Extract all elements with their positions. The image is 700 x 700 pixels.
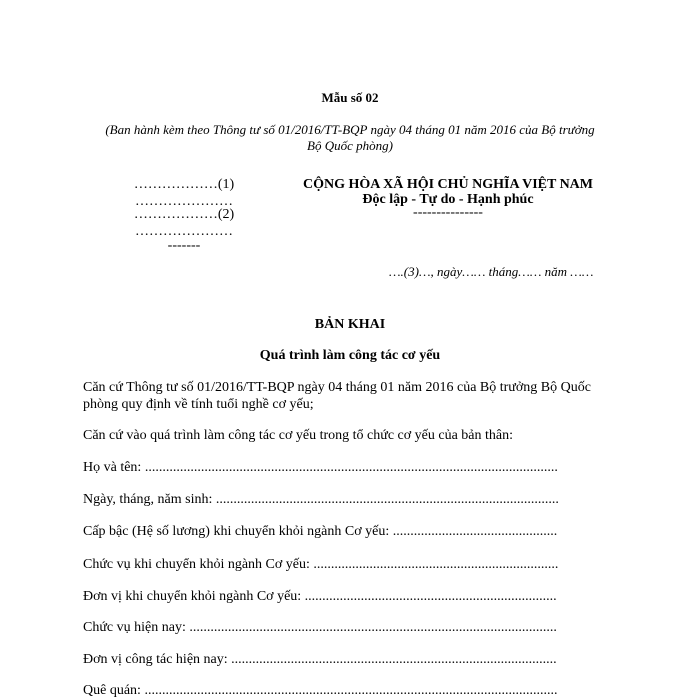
field-label: Đơn vị khi chuyển khỏi ngành Cơ yếu: <box>83 589 305 604</box>
field-label: Quê quán: <box>83 683 145 698</box>
basis-paragraph-line1: Căn cứ Thông tư số 01/2016/TT-BQP ngày 04 tháng 01 năm 2016 của Bộ trưởng Bộ Quốc <box>83 380 591 395</box>
agency-line-2: ………………… <box>135 194 233 209</box>
field-fill-dots: ...................................................................................................................... <box>144 683 558 698</box>
field-fill-dots: ......................................................................................................... <box>189 620 557 635</box>
document-title: BẢN KHAI <box>314 317 386 332</box>
basis-paragraph-line2: phòng quy định về tính tuổi nghề cơ yếu; <box>83 397 314 412</box>
motto-divider: --------------- <box>413 205 483 220</box>
field-fill-dots: ............................................................................................. <box>231 652 557 667</box>
country-name: CỘNG HÒA XÃ HỘI CHỦ NGHĨA VIỆT NAM <box>302 177 593 192</box>
field-fill-dots: .................................................................................................. <box>215 492 559 507</box>
agency-line-3: ………………(2) <box>133 207 235 222</box>
field-hometown <box>83 683 557 699</box>
field-fill-dots: ...................................................................... <box>313 557 559 572</box>
field-current-position <box>83 620 557 636</box>
national-motto: Độc lập - Tự do - Hạnh phúc <box>362 192 534 207</box>
issued-note-line2: Bộ Quốc phòng) <box>307 138 393 153</box>
agency-line-1: ………………(1) <box>133 177 235 192</box>
issued-note-line1: (Ban hành kèm theo Thông tư số 01/2016/TT-BQP ngày 04 tháng 01 năm 2016 của Bộ trưởng <box>105 122 595 137</box>
field-rank-on-leaving <box>83 524 557 540</box>
field-fill-dots: ...................................................................................................................... <box>144 460 558 475</box>
form-number: Mẫu số 02 <box>321 90 379 105</box>
field-label: Chức vụ khi chuyển khỏi ngành Cơ yếu: <box>83 557 314 572</box>
document-subtitle: Quá trình làm công tác cơ yếu <box>259 348 441 363</box>
field-unit-on-leaving <box>83 589 557 605</box>
field-label: Cấp bậc (Hệ số lương) khi chuyển khỏi ngành Cơ yếu: <box>83 524 393 539</box>
field-fill-dots: ........................................................................ <box>304 589 557 604</box>
field-current-unit <box>83 652 557 668</box>
field-label: Đơn vị công tác hiện nay: <box>83 652 232 667</box>
field-label: Họ và tên: <box>83 460 145 475</box>
field-date-of-birth <box>83 492 559 508</box>
field-label: Ngày, tháng, năm sinh: <box>83 492 216 507</box>
basis-paragraph-2: Căn cứ vào quá trình làm công tác cơ yếu trong tổ chức cơ yếu của bản thân: <box>83 428 514 443</box>
field-full-name <box>83 460 558 476</box>
field-label: Chức vụ hiện nay: <box>83 620 190 635</box>
agency-line-4: ………………… <box>135 224 233 239</box>
field-fill-dots: ............................................... <box>392 524 558 539</box>
agency-divider: ------- <box>167 238 201 253</box>
date-line: ….(3)…, ngày…… tháng…… năm …… <box>389 264 594 279</box>
field-position-on-leaving <box>83 557 558 573</box>
